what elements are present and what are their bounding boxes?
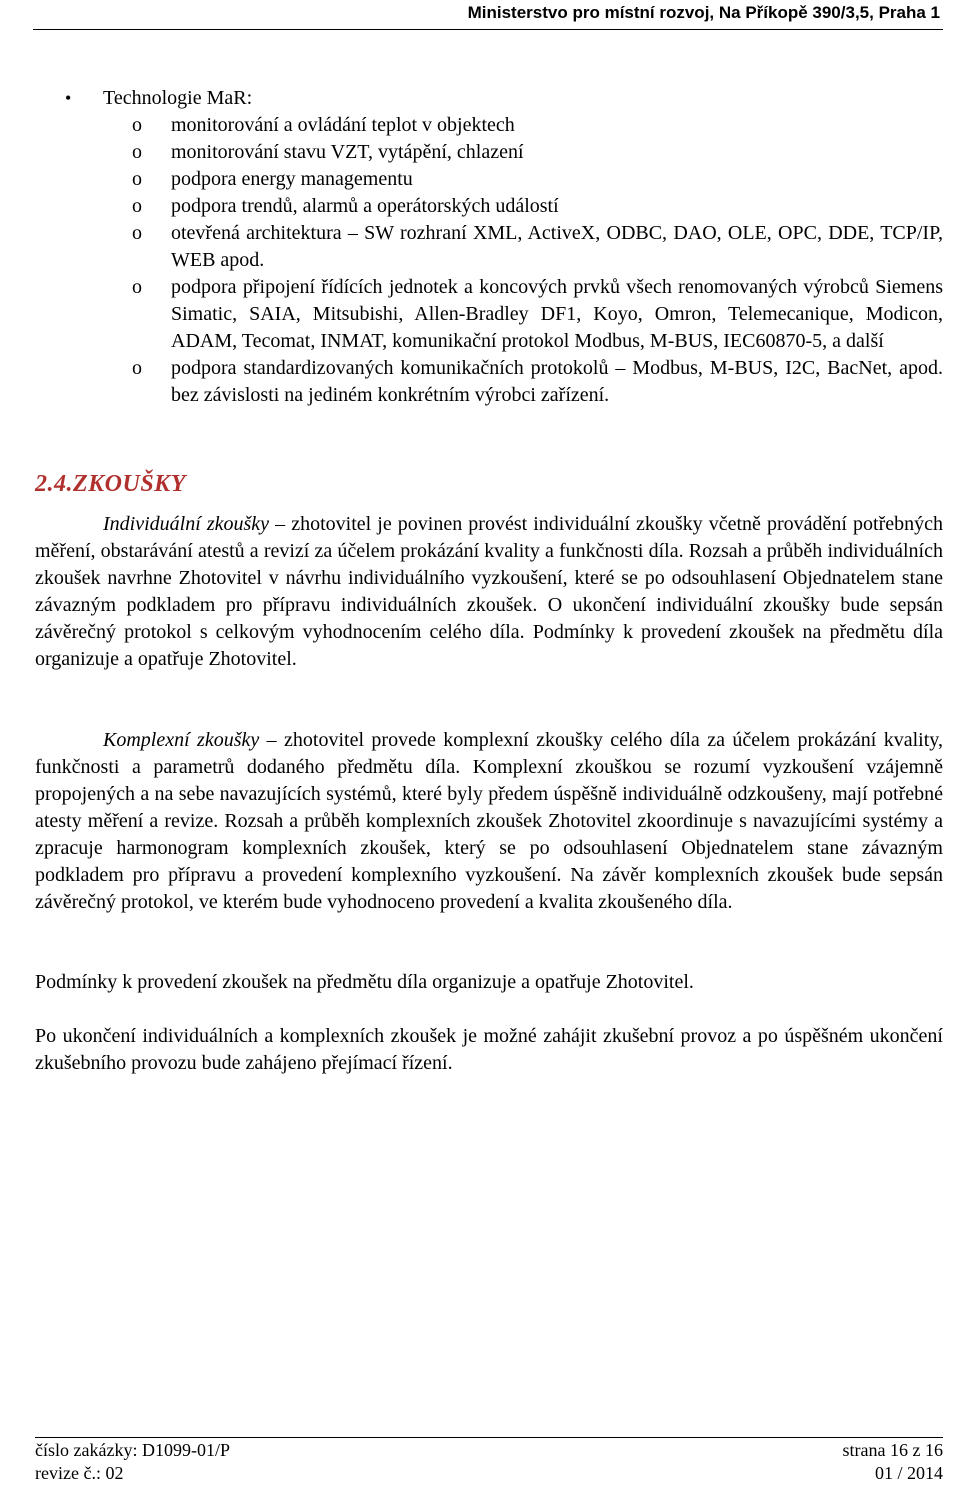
footer-divider <box>35 1437 943 1438</box>
list-marker: o <box>132 357 142 379</box>
order-number: číslo zakázky: D1099-01/P <box>35 1440 230 1460</box>
list-item <box>132 355 943 409</box>
list-item-text: podpora připojení řídících jednotek a koncových prvků všech renomovaných výrobců Siemens Simatic, SAIA, Mitsubishi, Allen-Bradley DF1, Koyo, Omron, Telemecanique, Modicon, ADAM, Tecomat, INMAT, komunikační protokol Modbus, M-BUS, IEC60870-5, a další <box>171 276 943 352</box>
bullet-icon: • <box>65 88 72 108</box>
list-item-text: podpora energy managementu <box>171 168 413 190</box>
sub-list <box>132 112 943 409</box>
list-item <box>132 166 943 193</box>
paragraph-text: Po ukončení individuálních a komplexních zkoušek je možné zahájit zkušební provoz a po úspěšném ukončení zkušebního provozu bude zahájeno přejímací řízení. <box>35 1025 943 1074</box>
lead-term: Komplexní zkoušky <box>103 729 260 751</box>
document-date: 01 / 2014 <box>874 1463 943 1483</box>
page-number: strana 16 z 16 <box>842 1440 943 1460</box>
list-marker: o <box>132 168 142 190</box>
list-item <box>132 139 943 166</box>
paragraph-conditions <box>35 969 943 996</box>
list-marker: o <box>132 114 142 136</box>
list-item <box>132 220 943 274</box>
bullet-item <box>65 85 943 112</box>
lead-term: Individuální zkoušky <box>103 513 270 535</box>
list-item <box>132 274 943 355</box>
technology-list <box>65 85 943 409</box>
paragraph <box>35 511 943 673</box>
list-item-text: podpora trendů, alarmů a operátorských událostí <box>171 195 559 217</box>
paragraph-text: – zhotovitel je povinen provést individuální zkoušky včetně provádění potřebných měření, obstarávání atestů a revizí za účelem prokázání kvality a funkčnosti díla. Rozsah a průběh individuálních zkoušek navrhne Zhotovitel v návrhu individuálního vyzkoušení, které se po odsouhlasení Objednatelem stane závazným podkladem pro přípravu individuálních zkoušek. O ukončení individuální zkoušky bude sepsán závěrečný protokol s celkovým vyhodnocením celého díla. Podmínky k provedení zkoušek na předmětu díla organizuje a opatřuje Zhotovitel. <box>35 513 943 670</box>
section-heading: 2.4.ZKOUŠKY <box>35 471 186 497</box>
list-item-text: monitorování a ovládání teplot v objektech <box>171 114 515 136</box>
paragraph-individual-tests <box>35 511 943 673</box>
list-marker: o <box>132 222 142 244</box>
page-header: Ministerstvo pro místní rozvoj, Na Příkopě 390/3,5, Praha 1 <box>467 3 940 22</box>
paragraph-text: Podmínky k provedení zkoušek na předmětu díla organizuje a opatřuje Zhotovitel. <box>35 971 694 993</box>
list-item <box>132 193 943 220</box>
bullet-title: Technologie MaR: <box>103 87 253 109</box>
paragraph-text: – zhotovitel provede komplexní zkoušky celého díla za účelem prokázání kvality, funkčnosti a parametrů dodaného předmětu díla. Komplexní zkouškou se rozumí vyzkoušení vzájemně propojených a na sebe navazujících systémů, které byly předem úspěšně individuálně odzkoušeny, mají potřebné atesty měření a revize. Rozsah a průběh komplexních zkoušek Zhotovitel zkoordinuje s navazujícími systémy a zpracuje harmonogram komplexních zkoušek, který se po odsouhlasení Objednatelem stane závazným podkladem pro přípravu a provedení komplexního vyzkoušení. Na závěr komplexních zkoušek bude sepsán závěrečný protokol, ve kterém bude vyhodnoceno provedení a kvalita zkoušeného díla. <box>35 729 943 913</box>
list-item-text: otevřená architektura – SW rozhraní XML, ActiveX, ODBC, DAO, OLE, OPC, DDE, TCP/IP, WEB apod. <box>171 222 943 271</box>
header-divider <box>33 29 943 30</box>
paragraph-trial-operation <box>35 1023 943 1077</box>
list-marker: o <box>132 141 142 163</box>
revision-number: revize č.: 02 <box>35 1463 124 1483</box>
page-footer <box>35 1439 943 1485</box>
paragraph <box>35 727 943 916</box>
list-item-text: monitorování stavu VZT, vytápění, chlazení <box>171 141 524 163</box>
list-item-text: podpora standardizovaných komunikačních protokolů – Modbus, M-BUS, I2C, BacNet, apod. bez závislosti na jediném konkrétním výrobci zařízení. <box>171 357 943 406</box>
list-marker: o <box>132 276 142 298</box>
list-marker: o <box>132 195 142 217</box>
footer-row <box>35 1439 943 1462</box>
paragraph-complex-tests <box>35 727 943 916</box>
footer-row <box>35 1462 943 1485</box>
list-item <box>132 112 943 139</box>
